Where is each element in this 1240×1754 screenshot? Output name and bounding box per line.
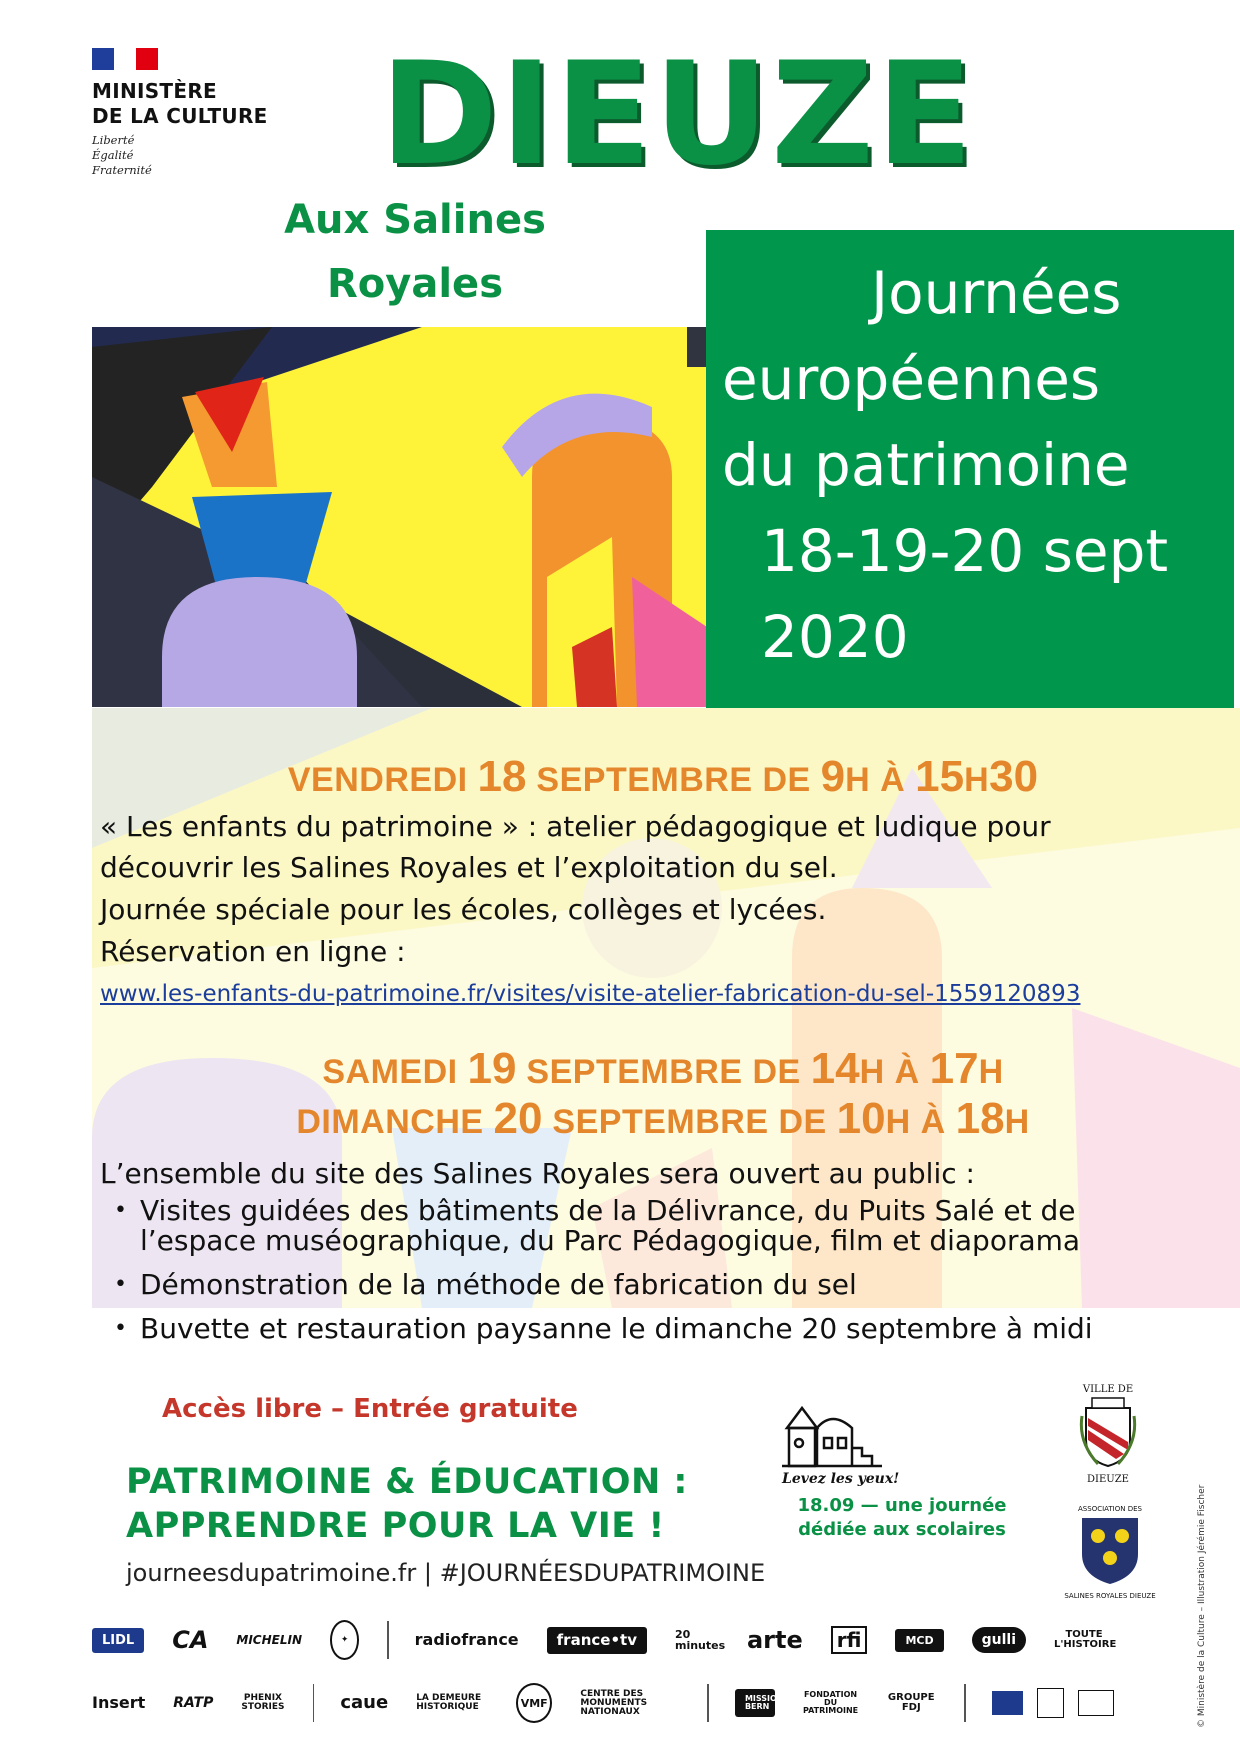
divider: [964, 1684, 966, 1722]
ville-de-dieuze-logo: [1058, 1384, 1158, 1504]
motto-fraternite: Fraternité: [92, 163, 152, 177]
partner-fondation-patrimoine: FONDATION DU PATRIMOINE: [802, 1690, 859, 1715]
event-year: 2020: [761, 603, 909, 671]
asso-bottom-label: SALINES ROYALES DIEUZE: [1064, 1592, 1156, 1600]
french-flag-icon: [92, 48, 158, 70]
partner-logos-row1: [92, 1617, 1142, 1663]
partner-credit-agricole: CA: [172, 1626, 209, 1654]
partner-caue: caue: [340, 1692, 389, 1713]
levez-les-yeux-logo: [782, 1398, 1022, 1558]
partner-emblem-icon: [1037, 1688, 1064, 1718]
friday-description-line2: découvrir les Salines Royales et l’exploitation du sel.: [100, 851, 838, 884]
event-line2: européennes: [722, 345, 1101, 413]
abstract-illustration: [92, 327, 707, 707]
asso-top-label: ASSOCIATION DES: [1078, 1505, 1142, 1513]
theme-title: [126, 1460, 726, 1548]
bullet1-line1: • Visites guidées des bâtiments de la Délivrance, du Puits Salé et de: [140, 1194, 1076, 1227]
divider: [707, 1684, 709, 1722]
partner-gulli: gulli: [972, 1627, 1026, 1653]
partner-logos-row2: [92, 1680, 1142, 1726]
ministry-name-line1: MINISTÈRE: [92, 79, 217, 103]
eu-flag-icon: [992, 1691, 1023, 1715]
ministry-name-line2: DE LA CULTURE: [92, 104, 268, 128]
partner-ratp: RATP: [173, 1695, 214, 1711]
motto-egalite: Égalité: [92, 148, 134, 162]
reservation-link[interactable]: www.les-enfants-du-patrimoine.fr/visites/visite-atelier-fabrication-du-sel-1559120893: [100, 981, 1081, 1007]
friday-description-line1: « Les enfants du patrimoine » : atelier pédagogique et ludique pour: [100, 810, 1051, 843]
list-item: • Démonstration de la méthode de fabrication du sel: [110, 1270, 1235, 1300]
partner-francetv: france•tv: [547, 1627, 647, 1654]
partner-demeure-historique: LA DEMEURE HISTORIQUE: [416, 1693, 482, 1712]
partner-20minutes: 20 minutes: [674, 1628, 726, 1652]
theme-line2: APPRENDRE POUR LA VIE !: [126, 1506, 665, 1546]
sunday-heading: DIMANCHE 20 SEPTEMBRE DE 10H À 18H: [296, 1094, 1030, 1143]
levez-subtitle: [782, 1494, 1022, 1542]
partner-seal-icon: ✦: [330, 1620, 359, 1660]
list-item: [110, 1196, 1235, 1256]
venue-name: [210, 188, 620, 316]
bullet1-line2: l’espace muséographique, du Parc Pédagogique, film et diaporama: [140, 1224, 1081, 1257]
list-item: • Buvette et restauration paysanne le dimanche 20 septembre à midi: [110, 1314, 1235, 1344]
partner-radiofrance: radiofrance: [414, 1630, 519, 1649]
venue-line2: Royales: [327, 261, 503, 307]
event-line3: du patrimoine: [722, 431, 1130, 499]
divider: [313, 1684, 315, 1722]
friday-heading: VENDREDI 18 SEPTEMBRE DE 9H À 15H30: [287, 752, 1039, 801]
motto-liberte: Liberté: [92, 133, 135, 147]
weekend-activities-list: [110, 1196, 1235, 1358]
ville-top-label: VILLE DE: [1082, 1384, 1134, 1395]
partner-rfi: rfi: [831, 1626, 868, 1654]
saturday-heading: SAMEDI 19 SEPTEMBRE DE 14H À 17H: [322, 1044, 1004, 1093]
partner-mission-bern: MISSION BERN: [735, 1689, 775, 1717]
ville-bottom-label: DIEUZE: [1087, 1474, 1129, 1485]
partner-toute-lhistoire: TOUTE L'HISTOIRE: [1054, 1629, 1117, 1650]
levez-title: Levez les yeux!: [782, 1471, 900, 1487]
partner-vmf: VMF: [516, 1683, 552, 1723]
partner-fdj: GROUPE FDJ: [887, 1692, 935, 1713]
venue-line1: Aux Salines: [284, 197, 546, 243]
copyright-credits: © Ministère de la Culture – Illustration Jérémie Fischer: [1197, 1484, 1207, 1728]
event-line1: Journées: [871, 259, 1122, 327]
monument-drawing-icon: [782, 1398, 892, 1470]
partner-lidl: LIDL: [92, 1628, 144, 1653]
city-title: DIEUZE: [380, 32, 975, 197]
event-dates: 18-19-20 sept: [761, 517, 1169, 585]
partner-arte: arte: [746, 1626, 803, 1654]
shield-icon: [1078, 1514, 1142, 1586]
partner-phenix: PHENIX STORIES: [241, 1693, 285, 1712]
website-hashtag: journeesdupatrimoine.fr | #JOURNÉESDUPATRIMOINE: [126, 1559, 766, 1587]
access-info: Accès libre – Entrée gratuite: [162, 1394, 578, 1424]
divider: [387, 1621, 388, 1659]
weekend-intro: L’ensemble du site des Salines Royales sera ouvert au public :: [100, 1157, 975, 1190]
ministry-logo: [92, 48, 302, 188]
levez-sub-line1: 18.09 — une journée: [797, 1495, 1007, 1516]
reservation-label: Réservation en ligne :: [100, 935, 406, 968]
partner-cmn: CENTRE DES MONUMENTS NATIONAUX: [580, 1688, 648, 1717]
levez-sub-line2: dédiée aux scolaires: [798, 1519, 1006, 1540]
event-title-box: [706, 230, 1234, 708]
partner-mcd: MCD: [895, 1629, 943, 1652]
theme-line1: PATRIMOINE & ÉDUCATION :: [126, 1462, 688, 1502]
partner-insert: Insert: [92, 1693, 146, 1712]
friday-audience: Journée spéciale pour les écoles, collèges et lycées.: [100, 893, 827, 926]
association-salines-logo: [1040, 1505, 1180, 1615]
partner-michelin: MICHELIN: [236, 1633, 302, 1647]
poster-illustration: [92, 327, 707, 707]
council-of-europe-icon: [1078, 1690, 1114, 1716]
coat-of-arms-icon: [1078, 1396, 1138, 1470]
